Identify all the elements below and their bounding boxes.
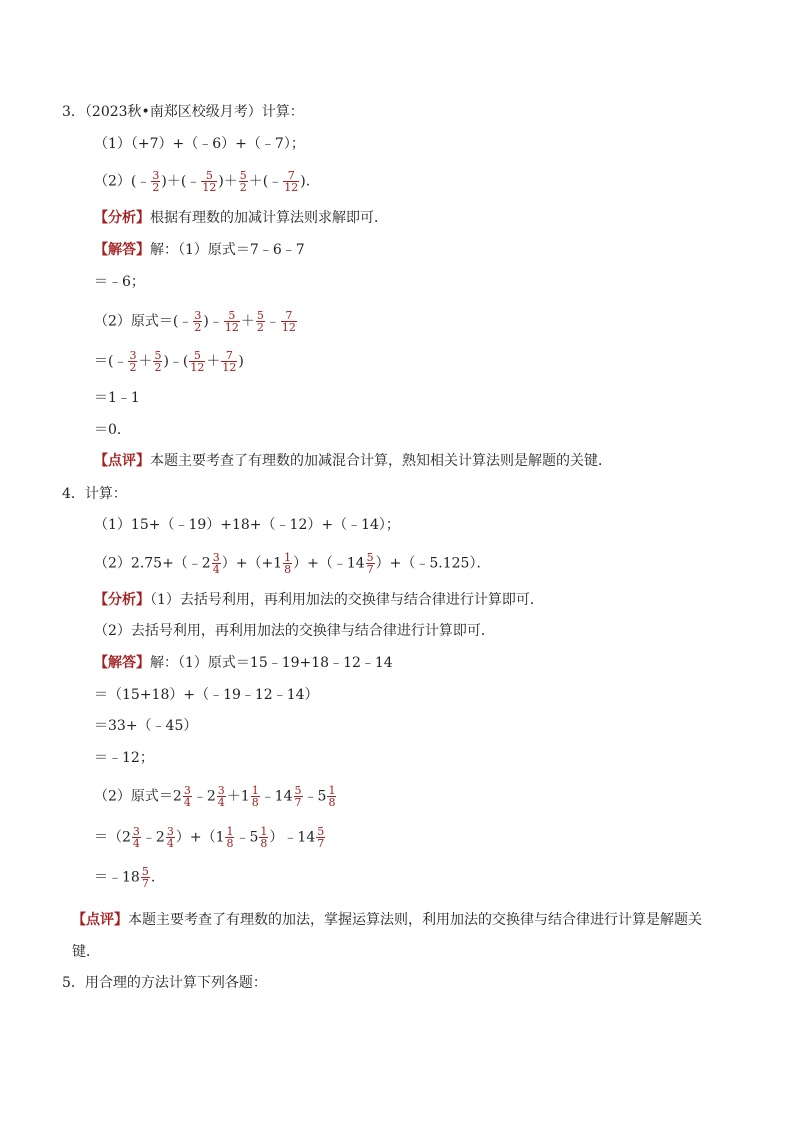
q4-part2-mid1: ）+（+1	[221, 555, 283, 572]
fraction: $\frac{3}{2}$	[152, 169, 160, 194]
answer-step-3: ＝33+（﹣45）	[94, 718, 198, 734]
fraction: $\frac{1}{8}$	[328, 784, 336, 809]
answer-step-2: ＝﹣6；	[94, 274, 145, 290]
answer-tag: 【解答】	[94, 655, 150, 671]
fraction: $\frac{1}{8}$	[284, 551, 292, 576]
comment-text-continued: 键．	[72, 944, 100, 960]
q4-part2-prefix: （2）2.75+（﹣2	[94, 555, 211, 572]
q4-part2	[94, 552, 490, 575]
comment-tag: 【点评】	[94, 453, 150, 469]
fraction: $\frac{7}{12}$	[281, 309, 296, 334]
fraction: $\frac{5}{7}$	[366, 551, 374, 576]
q3-comment	[94, 451, 612, 471]
q4-answer-step-7: ＝﹣18 $\frac{5}{7}$ .	[94, 865, 156, 890]
analysis-tag: 【分析】	[94, 210, 150, 226]
answer-label: （2）原式＝	[94, 313, 173, 330]
q4-comment	[72, 910, 702, 930]
analysis-text: 根据有理数的加减计算法则求解即可．	[150, 210, 388, 226]
comment-text: 本题主要考查了有理数的加减混合计算，熟知相关计算法则是解题的关键．	[150, 453, 612, 469]
analysis-text: （1）去括号利用，再利用加法的交换律与结合律进行计算即可．	[150, 592, 544, 608]
answer-step-1: 解：（1）原式＝15﹣19+18﹣12﹣14	[150, 655, 393, 671]
fraction: $\frac{1}{8}$	[226, 825, 234, 850]
q4-analysis-2: （2）去括号利用，再利用加法的交换律与结合律进行计算即可．	[94, 623, 495, 639]
fraction: $\frac{5}{2}$	[256, 309, 264, 334]
q3-analysis	[94, 208, 388, 228]
q4-answer	[94, 653, 393, 673]
fraction: $\frac{5}{7}$	[294, 784, 302, 809]
fraction: $\frac{5}{7}$	[317, 825, 325, 850]
q3-answer-step-4: ＝(﹣ $\frac{3}{2}$ ＋ $\frac{5}{2}$ )﹣( $\frac{5}{12}$ ＋ $\frac{7}{12}$ )	[94, 349, 244, 374]
q4-answer-step-5: （2）原式＝2 $\frac{3}{4}$ ﹣2 $\frac{3}{4}$ ＋1 $\frac{1}{8}$ ﹣14 $\frac{5}{7}$ ﹣5 $\frac{1}{8}$	[94, 784, 336, 809]
fraction: $\frac{5}{2}$	[154, 349, 162, 374]
fraction: $\frac{3}{2}$	[194, 309, 202, 334]
fraction: $\frac{1}{8}$	[260, 825, 268, 850]
q3-part2-label: （2）	[94, 173, 131, 190]
fraction: $\frac{5}{2}$	[239, 169, 247, 194]
q3-part2: （2）(﹣ $\frac{3}{2}$ )＋(﹣ $\frac{5}{12}$ )＋ $\frac{5}{2}$ ＋(﹣ $\frac{7}{12}$ ).	[94, 169, 311, 194]
q4-title: 4．计算：	[62, 486, 127, 502]
q3-title: 3．（2023秋•南郑区校级月考）计算：	[62, 104, 304, 120]
analysis-tag: 【分析】	[94, 592, 150, 608]
fraction: $\frac{7}{12}$	[222, 349, 237, 374]
comment-tag: 【点评】	[72, 912, 128, 928]
answer-step-4: ＝﹣12；	[94, 750, 154, 766]
fraction: $\frac{7}{12}$	[284, 169, 299, 194]
fraction: $\frac{3}{4}$	[183, 784, 191, 809]
q3-answer-step-3: （2）原式＝(﹣ $\frac{3}{2}$ )﹣ $\frac{5}{12}$ ＋ $\frac{5}{2}$ ﹣ $\frac{7}{12}$	[94, 309, 296, 334]
q4-part2-mid2: ）+（﹣14	[293, 555, 365, 572]
fraction: $\frac{5}{7}$	[141, 865, 149, 890]
comment-text: 本题主要考查了有理数的加法，掌握运算法则，利用加法的交换律与结合律进行计算是解题关	[128, 912, 702, 928]
q3-part1: （1）（+7）+（﹣6）+（﹣7）；	[94, 136, 305, 152]
q5-title: 5．用合理的方法计算下列各题：	[62, 975, 267, 991]
fraction: $\frac{3}{2}$	[129, 349, 137, 374]
q3-answer	[94, 240, 305, 260]
answer-step-6: ＝0．	[94, 422, 131, 438]
q4-part1: （1）15+（﹣19）+18+（﹣12）+（﹣14）；	[94, 517, 400, 533]
fraction: $\frac{3}{4}$	[217, 784, 225, 809]
fraction: $\frac{1}{8}$	[251, 784, 259, 809]
fraction: $\frac{3}{4}$	[166, 825, 174, 850]
answer-tag: 【解答】	[94, 242, 150, 258]
answer-step-2: ＝（15+18）+（﹣19﹣12﹣14）	[94, 687, 319, 703]
q4-answer-step-6: ＝（2 $\frac{3}{4}$ ﹣2 $\frac{3}{4}$ ）+（1 $\frac{1}{8}$ ﹣5 $\frac{1}{8}$ ）﹣14 $\frac{5}{7}$	[94, 825, 325, 850]
answer-label: （2）原式＝	[94, 788, 173, 805]
q4-part2-suffix: ）+（﹣5.125）．	[375, 555, 491, 572]
fraction: $\frac{3}{4}$	[212, 551, 220, 576]
fraction: $\frac{5}{12}$	[224, 309, 239, 334]
fraction: $\frac{5}{12}$	[190, 349, 205, 374]
answer-step-5: ＝1﹣1	[94, 390, 140, 406]
q4-analysis-1	[94, 590, 544, 610]
answer-step-1: 解：（1）原式＝7﹣6﹣7	[150, 242, 305, 258]
fraction: $\frac{5}{12}$	[202, 169, 217, 194]
fraction: $\frac{3}{4}$	[132, 825, 140, 850]
